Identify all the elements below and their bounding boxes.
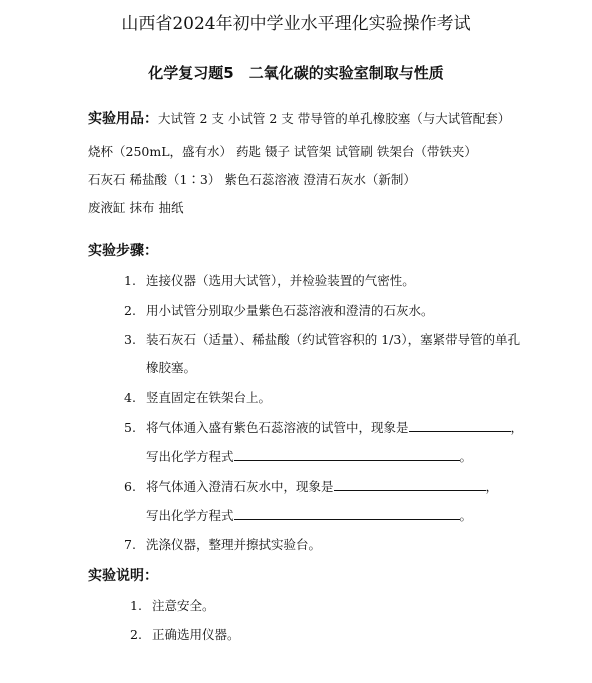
materials-line-2: 烧杯（250mL，盛有水） 药匙 镊子 试管架 试管刷 铁架台（带铁夹） [88, 144, 477, 159]
materials-line-4: 废液缸 抹布 抽纸 [88, 200, 184, 215]
step-number: 4. [124, 390, 136, 405]
step-7 [124, 536, 321, 554]
step-5 [124, 419, 523, 437]
step-punct: ， [485, 479, 499, 494]
note-2 [130, 626, 240, 644]
step-punct: ， [510, 420, 524, 435]
step-number: 3. [124, 332, 136, 347]
step-6-equation [146, 507, 472, 525]
step-punct: 。 [459, 508, 473, 523]
step-text: 用小试管分别取少量紫色石蕊溶液和澄清的石灰水。 [146, 303, 434, 318]
step-text: 洗涤仪器，整理并擦拭实验台。 [146, 537, 322, 552]
step-3 [124, 331, 520, 349]
materials-heading: 实验用品： [88, 111, 158, 127]
step-number: 6. [124, 479, 136, 494]
step-text: 竖直固定在铁架台上。 [146, 390, 272, 405]
step-number: 7. [124, 537, 136, 552]
note-1 [130, 597, 215, 615]
materials-section [88, 110, 510, 128]
step-4 [124, 389, 271, 407]
phenomenon-answer-blank[interactable] [409, 419, 511, 432]
step-text: 连接仪器（选用大试管），并检验装置的气密性。 [146, 273, 415, 288]
step-text: 写出化学方程式 [146, 449, 234, 464]
step-5-equation [146, 448, 472, 466]
step-2 [124, 302, 434, 320]
exercise-title: 化学复习题5 二氧化碳的实验室制取与性质 [148, 64, 444, 82]
step-3-continued: 橡胶塞。 [146, 360, 197, 375]
step-1 [124, 272, 415, 290]
phenomenon-answer-blank[interactable] [334, 478, 486, 491]
materials-line-1: 大试管 2 支 小试管 2 支 带导管的单孔橡胶塞（与大试管配套） [158, 111, 511, 126]
step-text: 装石灰石（适量）、稀盐酸（约试管容积的 1/3），塞紧带导管的单孔 [146, 332, 521, 347]
note-number: 1. [130, 598, 142, 613]
materials-line-3: 石灰石 稀盐酸（1∶3） 紫色石蕊溶液 澄清石灰水（新制） [88, 172, 416, 187]
step-punct: 。 [459, 449, 473, 464]
notes-heading: 实验说明： [88, 568, 158, 584]
step-text: 将气体通入盛有紫色石蕊溶液的试管中，现象是 [146, 420, 409, 435]
note-number: 2. [130, 627, 142, 642]
note-text: 注意安全。 [152, 598, 215, 613]
note-text: 正确选用仪器。 [152, 627, 240, 642]
step-text: 写出化学方程式 [146, 508, 234, 523]
step-6 [124, 478, 498, 496]
steps-heading: 实验步骤： [88, 243, 158, 259]
step-number: 2. [124, 303, 136, 318]
page-title: 山西省2024年初中学业水平理化实验操作考试 [121, 14, 471, 34]
equation-answer-blank[interactable] [234, 448, 460, 461]
step-number: 5. [124, 420, 136, 435]
step-number: 1. [124, 273, 136, 288]
equation-answer-blank[interactable] [234, 507, 460, 520]
step-text: 将气体通入澄清石灰水中，现象是 [146, 479, 334, 494]
